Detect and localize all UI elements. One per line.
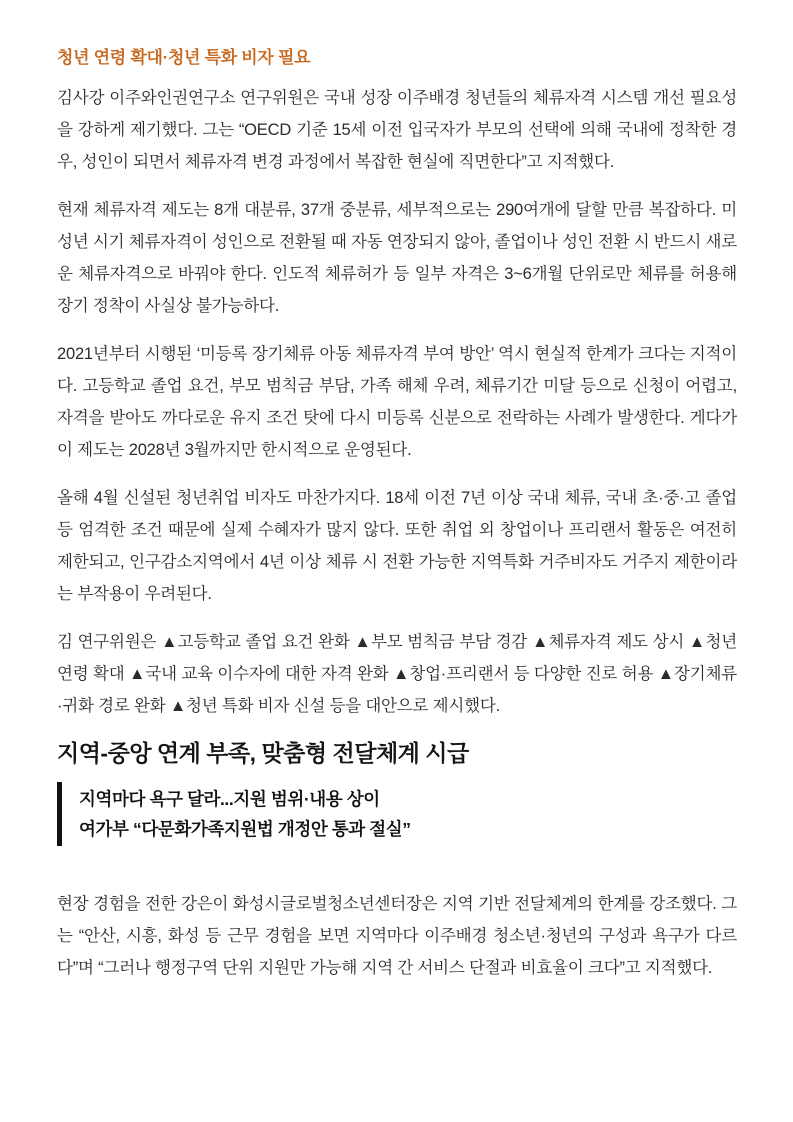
paragraph-visa-system-complexity: 현재 체류자격 제도는 8개 대분류, 37개 중분류, 세부적으로는 290여개에 달할 만큼 복잡하다. 미성년 시기 체류자격이 성인으로 전환될 때 자동 연장되지 않아, 졸업이나 성인 전환 시 반드시 새로운 체류자격으로 바꿔야 한다. 인도적 체류허가 등 일부 자격은 3~6개월 단위로만 체류를 허용해 장기 정착이 사실상 불가능하다.: [57, 201, 737, 315]
section-heading-regional-linkage: 지역-중앙 연계 부족, 맞춤형 전달체계 시급: [57, 740, 469, 766]
paragraph-youth-employment-visa: 올해 4월 신설된 청년취업 비자도 마찬가지다. 18세 이전 7년 이상 국내 체류, 국내 초·중·고 졸업 등 엄격한 조건 때문에 실제 수혜자가 많지 않다. 또한 취업 외 창업이나 프리랜서 활동은 여전히 제한되고, 인구감소지역에서 4년 이상 체류 시 전환 가능한 지역특화 거주비자도 거주지 제한이라는 부작용이 우려된다.: [57, 489, 737, 603]
paragraph-researcher-intro: 김사강 이주와인권연구소 연구위원은 국내 성장 이주배경 청년들의 체류자격 시스템 개선 필요성을 강하게 제기했다. 그는 “OECD 기준 15세 이전 입국자가 부모의 선택에 의해 국내에 정착한 경우, 성인이 되면서 체류자격 변경 과정에서 복잡한 현실에 직면한다”고 지적했다.: [57, 89, 737, 171]
paragraph-2021-policy-limits: 2021년부터 시행된 ‘미등록 장기체류 아동 체류자격 부여 방안’ 역시 현실적 한계가 크다는 지적이다. 고등학교 졸업 요건, 부모 범칙금 부담, 가족 해체 우려, 체류기간 미달 등으로 신청이 어렵고, 자격을 받아도 까다로운 유지 조건 탓에 다시 미등록 신분으로 전락하는 사례가 발생한다. 게다가 이 제도는 2028년 3월까지만 한시적으로 운영된다.: [57, 345, 737, 459]
paragraph-proposals-list: 김 연구위원은 ▲고등학교 졸업 요건 완화 ▲부모 범칙금 부담 경감 ▲체류자격 제도 상시 ▲청년 연령 확대 ▲국내 교육 이수자에 대한 자격 완화 ▲창업·프리랜서 등 다양한 진로 허용 ▲장기체류·귀화 경로 완화 ▲청년 특화 비자 신설 등을 대안으로 제시했다.: [57, 633, 737, 715]
pull-quote-line-2: 여가부 “다문화가족지원법 개정안 통과 절실”: [79, 819, 411, 839]
article-body: [57, 46, 737, 984]
pull-quote-line-1: 지역마다 욕구 달라...지원 범위·내용 상이: [79, 789, 380, 809]
subsection-heading-youth-visa: 청년 연령 확대·청년 특화 비자 필요: [57, 48, 311, 67]
pull-quote: [57, 782, 737, 846]
paragraph-field-experience: 현장 경험을 전한 강은이 화성시글로벌청소년센터장은 지역 기반 전달체계의 한계를 강조했다. 그는 “안산, 시흥, 화성 등 근무 경험을 보면 지역마다 이주배경 청소년·청년의 구성과 욕구가 다르다”며 “그러나 행정구역 단위 지원만 가능해 지역 간 서비스 단절과 비효율이 크다”고 지적했다.: [57, 895, 737, 977]
